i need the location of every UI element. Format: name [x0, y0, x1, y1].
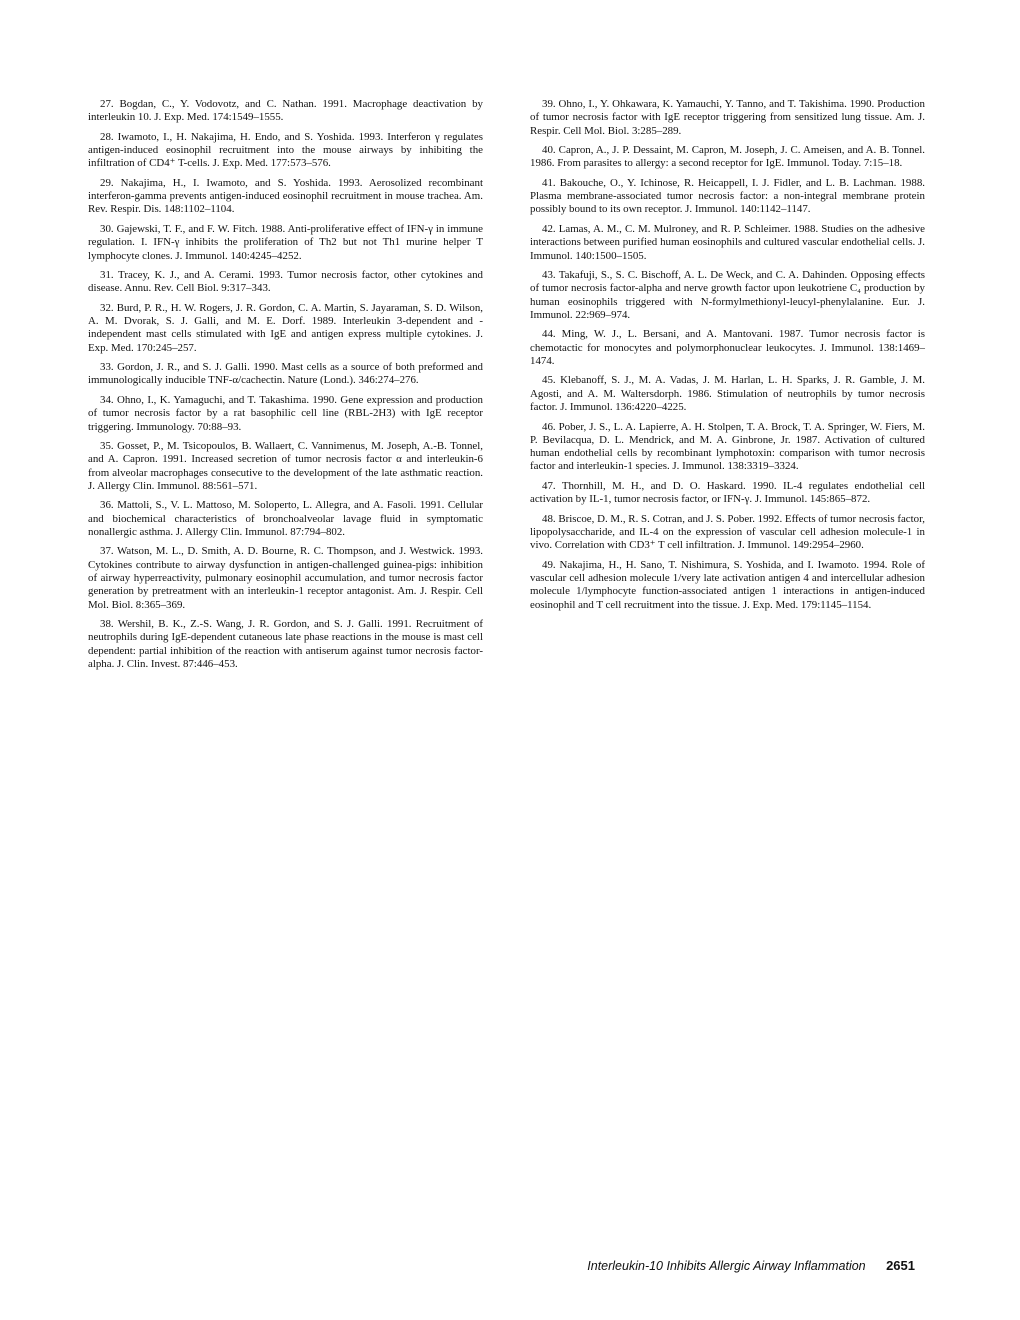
reference-38: 38. Wershil, B. K., Z.-S. Wang, J. R. Gordon, and S. J. Galli. 1991. Recruitment of neutrophils during IgE-dependent cutaneous late phase reactions in the mouse is mast cell dependent: partial inhibition of the reaction with antiserum against tumor necrosis factor-alpha. J. Clin. Invest. 87:446–453.: [88, 618, 483, 671]
reference-49: 49. Nakajima, H., H. Sano, T. Nishimura, S. Yoshida, and I. Iwamoto. 1994. Role of vascular cell adhesion molecule 1/very late activation antigen 4 and intercellular adhesion molecule 1/lymphocyte function-associated antigen 1 interactions in antigen-induced eosinophil and T cell recruitment into the tissue. J. Exp. Med. 179:1145–1154.: [530, 558, 925, 611]
reference-45: 45. Klebanoff, S. J., M. A. Vadas, J. M. Harlan, L. H. Sparks, J. R. Gamble, J. M. Agosti, and A. M. Waltersdorph. 1986. Stimulation of neutrophils by tumor necrosis factor. J. Immunol. 136:4220–4225.: [530, 374, 925, 414]
reference-47: 47. Thornhill, M. H., and D. O. Haskard. 1990. IL-4 regulates endothelial cell activation by IL-1, tumor necrosis factor, or IFN-γ. J. Immunol. 145:865–872.: [530, 479, 925, 506]
reference-30: 30. Gajewski, T. F., and F. W. Fitch. 1988. Anti-proliferative effect of IFN-γ in immune regulation. I. IFN-γ inhibits the proliferation of Th2 but not Th1 murine helper T lymphocyte clones. J. Immunol. 140:4245–4252.: [88, 222, 483, 262]
page-footer: [587, 1257, 915, 1275]
reference-41: 41. Bakouche, O., Y. Ichinose, R. Heicappell, I. J. Fidler, and L. B. Lachman. 1988. Plasma membrane-associated tumor necrosis factor: a non-integral membrane protein possibly bound to its own receptor. J. Immunol. 140:1142–1147.: [530, 176, 925, 216]
reference-37: 37. Watson, M. L., D. Smith, A. D. Bourne, R. C. Thompson, and J. Westwick. 1993. Cytokines contribute to airway dysfunction in antigen-challenged guinea-pigs: inhibition of airway hyperreactivity, pulmonary eosinophil accumulation, and tumor necrosis factor generation by pretreatment with an interleukin-1 receptor antagonist. Am. J. Respir. Cell Mol. Biol. 8:365–369.: [88, 545, 483, 611]
reference-29: 29. Nakajima, H., I. Iwamoto, and S. Yoshida. 1993. Aerosolized recombinant interferon-gamma prevents antigen-induced eosinophil recruitment in mouse trachea. Am. Rev. Respir. Dis. 148:1102–1104.: [88, 176, 483, 216]
reference-34: 34. Ohno, I., K. Yamaguchi, and T. Takashima. 1990. Gene expression and production of tumor necrosis factor by a rat basophilic cell line (RBL-2H3) with IgE receptor triggering. Immunology. 70:88–93.: [88, 393, 483, 433]
reference-35: 35. Gosset, P., M. Tsicopoulos, B. Wallaert, C. Vannimenus, M. Joseph, A.-B. Tonnel, and A. Capron. 1991. Increased secretion of tumor necrosis factor α and interleukin-6 from alveolar macrophages consecutive to the development of the late asthmatic reaction. J. Allergy Clin. Immunol. 88:561–571.: [88, 440, 483, 492]
references-right-column: [530, 98, 925, 618]
page-number: 2651: [886, 1258, 915, 1273]
reference-42: 42. Lamas, A. M., C. M. Mulroney, and R. P. Schleimer. 1988. Studies on the adhesive interactions between purified human eosinophils and cultured vascular endothelial cells. J. Immunol. 140:1500–1505.: [530, 222, 925, 262]
reference-28: 28. Iwamoto, I., H. Nakajima, H. Endo, and S. Yoshida. 1993. Interferon γ regulates antigen-induced eosinophil recruitment into the mouse airways by inhibiting the infiltration of CD4⁺ T-cells. J. Exp. Med. 177:573–576.: [88, 130, 483, 170]
references-left-column: [88, 98, 483, 678]
reference-46: 46. Pober, J. S., L. A. Lapierre, A. H. Stolpen, T. A. Brock, T. A. Springer, W. Fiers, M. P. Bevilacqua, D. L. Mendrick, and M. A. Ginbrone, Jr. 1987. Activation of cultured human endothelial cells by recombinant lymphotoxin: comparison with tumor necrosis factor and interleukin-1 species. J. Immunol. 138:3319–3324.: [530, 420, 925, 473]
reference-32: 32. Burd, P. R., H. W. Rogers, J. R. Gordon, C. A. Martin, S. Jayaraman, S. D. Wilson, A. M. Dvorak, S. J. Galli, and M. E. Dorf. 1989. Interleukin 3-dependent and -independent mast cells stimulated with IgE and antigen express multiple cytokines. J. Exp. Med. 170:245–257.: [88, 301, 483, 354]
reference-40: 40. Capron, A., J. P. Dessaint, M. Capron, M. Joseph, J. C. Ameisen, and A. B. Tonnel. 1986. From parasites to allergy: a second receptor for IgE. Immunol. Today. 7:15–18.: [530, 144, 925, 170]
reference-44: 44. Ming, W. J., L. Bersani, and A. Mantovani. 1987. Tumor necrosis factor is chemotactic for monocytes and polymorphonuclear leukocytes. J. Immunol. 138:1469–1474.: [530, 328, 925, 367]
reference-33: 33. Gordon, J. R., and S. J. Galli. 1990. Mast cells as a source of both preformed and immunologically inducible TNF-α/cachectin. Nature (Lond.). 346:274–276.: [88, 361, 483, 387]
reference-31: 31. Tracey, K. J., and A. Cerami. 1993. Tumor necrosis factor, other cytokines and disease. Annu. Rev. Cell Biol. 9:317–343.: [88, 269, 483, 295]
reference-36: 36. Mattoli, S., V. L. Mattoso, M. Soloperto, L. Allegra, and A. Fasoli. 1991. Cellular and biochemical characteristics of bronchoalveolar lavage fluid in symptomatic nonallergic asthma. J. Allergy Clin. Immunol. 87:794–802.: [88, 499, 483, 538]
reference-27: 27. Bogdan, C., Y. Vodovotz, and C. Nathan. 1991. Macrophage deactivation by interleukin 10. J. Exp. Med. 174:1549–1555.: [88, 98, 483, 124]
reference-48: 48. Briscoe, D. M., R. S. Cotran, and J. S. Pober. 1992. Effects of tumor necrosis factor, lipopolysaccharide, and IL-4 on the expression of vascular cell adhesion molecule-1 in vivo. Correlation with CD3⁺ T cell infiltration. J. Immunol. 149:2954–2960.: [530, 512, 925, 552]
reference-39: 39. Ohno, I., Y. Ohkawara, K. Yamauchi, Y. Tanno, and T. Takishima. 1990. Production of tumor necrosis factor with IgE receptor triggering from sensitized lung tissue. Am. J. Respir. Cell Mol. Biol. 3:285–289.: [530, 98, 925, 137]
running-title: Interleukin-10 Inhibits Allergic Airway Inflammation: [587, 1259, 866, 1273]
reference-43: 43. Takafuji, S., S. C. Bischoff, A. L. De Weck, and C. A. Dahinden. Opposing effects of tumor necrosis factor-alpha and nerve growth factor upon leukotriene C₄ production by human eosinophils triggered with N-formylmethionyl-leucyl-phenylalanine. Eur. J. Immunol. 22:969–974.: [530, 269, 925, 321]
